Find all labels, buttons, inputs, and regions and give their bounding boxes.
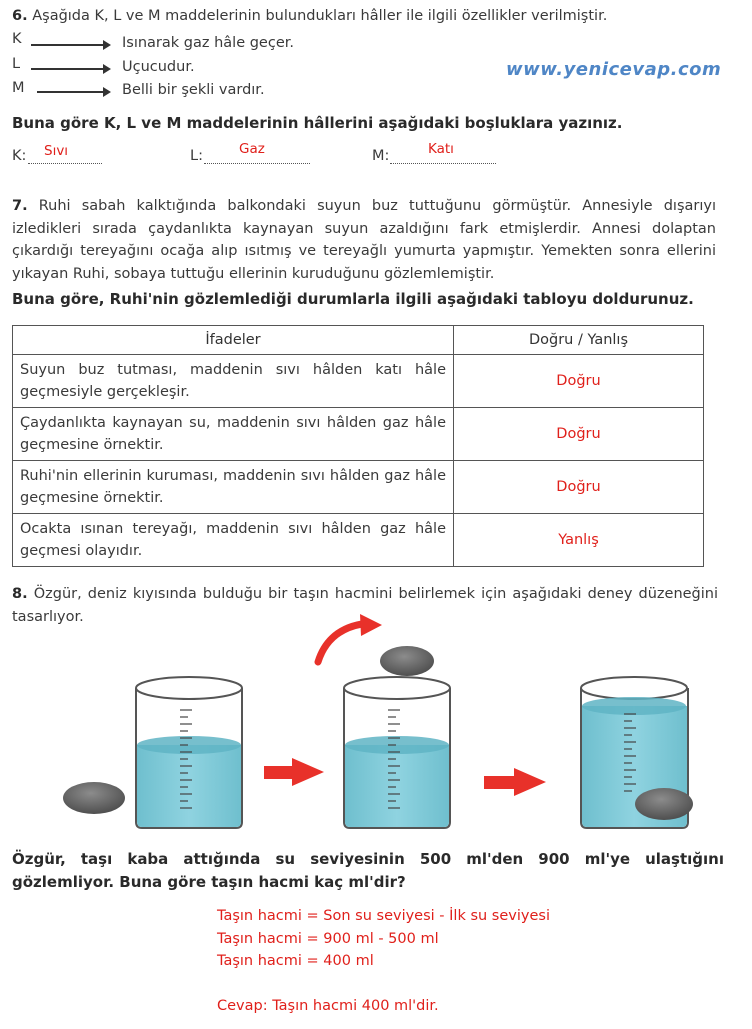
q7-number: 7. <box>12 198 28 214</box>
curved-arrow-icon <box>318 614 382 662</box>
q7-answer: Yanlış <box>454 514 704 567</box>
q6-number: 6. <box>12 8 28 24</box>
q8-solution <box>217 905 550 1017</box>
q6-letter-k: K <box>12 31 22 47</box>
q8-intro-text: Özgür, deniz kıyısında bulduğu bir taşın hacmini belirlemek için aşağıdaki deney düzeneğini tasarlıyor. <box>12 586 719 625</box>
q6-answer-k-value: Sıvı <box>44 143 69 159</box>
experiment-illustration <box>0 610 752 845</box>
q6-answer-m-label: M: <box>372 148 390 164</box>
stone-icon <box>380 646 434 676</box>
arrow-right-icon <box>37 91 109 93</box>
table-row <box>13 355 704 408</box>
q6-intro-text: Aşağıda K, L ve M maddelerinin bulundukları hâller ile ilgili özellikler verilmiştir. <box>32 8 608 24</box>
q7-statement: Ocakta ısınan tereyağı, maddenin sıvı hâlden gaz hâle geçmesi olayıdır. <box>13 514 454 567</box>
stone-icon <box>63 782 125 814</box>
q8-number: 8. <box>12 586 28 602</box>
q7-answer: Doğru <box>454 461 704 514</box>
arrow-right-icon <box>484 768 546 796</box>
q7-answer: Doğru <box>454 408 704 461</box>
q7-answer: Doğru <box>454 355 704 408</box>
answer-blank <box>28 163 102 164</box>
q7-statement: Suyun buz tutması, maddenin sıvı hâlden katı hâle geçmesiyle gerçekleşir. <box>13 355 454 408</box>
q6-answer-l-value: Gaz <box>239 141 265 157</box>
arrow-right-icon <box>31 44 109 46</box>
q7-question: Buna göre, Ruhi'nin gözlemlediği durumlarla ilgili aşağıdaki tabloyu doldurunuz. <box>12 290 694 308</box>
arrow-right-icon <box>31 68 109 70</box>
q6-intro <box>12 8 607 24</box>
watermark: www.yenicevap.com <box>506 59 722 80</box>
q8-solution-line: Taşın hacmi = 400 ml <box>217 953 374 969</box>
table-row <box>13 514 704 567</box>
q7-paragraph-text: Ruhi sabah kalktığında balkondaki suyun buz tuttuğunu görmüştür. Annesiyle dışarıyı izledikleri sırada çaydanlıkta kaynayan suyun azaldığını fark etmişlerdir. Annesi dolaptan çıkardığı tereyağını ocağa alıp ısıtmış ve tereyağlı yumurta yapmıştır. Yemekten sonra ellerini yıkayan Ruhi, sobaya tuttuğu ellerinin kuruduğunu gözlemlemiştir. <box>12 198 716 282</box>
arrow-right-icon <box>264 758 324 786</box>
q7-header-answer: Doğru / Yanlış <box>454 326 704 355</box>
q6-item-m-text: Belli bir şekli vardır. <box>122 82 265 98</box>
stone-icon <box>635 788 693 820</box>
q6-letter-m: M <box>12 80 25 96</box>
q7-table-header <box>13 326 704 355</box>
q6-answer-k-label: K: <box>12 148 27 164</box>
q7-header-statements: İfadeler <box>13 326 454 355</box>
beaker-final <box>581 677 693 828</box>
q6-item-l-text: Uçucudur. <box>122 59 195 75</box>
answer-blank <box>390 163 496 164</box>
q7-paragraph <box>12 195 716 285</box>
q6-question: Buna göre K, L ve M maddelerinin hâllerini aşağıdaki boşluklara yazınız. <box>12 114 623 132</box>
beaker-initial <box>136 677 242 828</box>
q7-statement: Ruhi'nin ellerinin kuruması, maddenin sıvı hâlden gaz hâle geçmesine örnektir. <box>13 461 454 514</box>
q6-item-k-text: Isınarak gaz hâle geçer. <box>122 35 294 51</box>
q7-statement: Çaydanlıkta kaynayan su, maddenin sıvı hâlden gaz hâle geçmesine örnektir. <box>13 408 454 461</box>
q6-answer-l-label: L: <box>190 148 203 164</box>
q8-answer: Cevap: Taşın hacmi 400 ml'dir. <box>217 997 439 1014</box>
q7-table <box>12 325 704 567</box>
table-row <box>13 408 704 461</box>
q8-solution-line: Taşın hacmi = 900 ml - 500 ml <box>217 930 439 947</box>
q8-question: Özgür, taşı kaba attığında su seviyesinin 500 ml'den 900 ml'ye ulaştığını gözlemliyor. Buna göre taşın hacmi kaç ml'dir? <box>12 850 724 891</box>
q8-solution-line: Taşın hacmi = Son su seviyesi - İlk su seviyesi <box>217 908 550 924</box>
table-row <box>13 461 704 514</box>
answer-blank <box>204 163 310 164</box>
beaker-dropping <box>344 677 450 828</box>
q6-letter-l: L <box>12 56 21 72</box>
q6-answer-m-value: Katı <box>428 141 454 157</box>
